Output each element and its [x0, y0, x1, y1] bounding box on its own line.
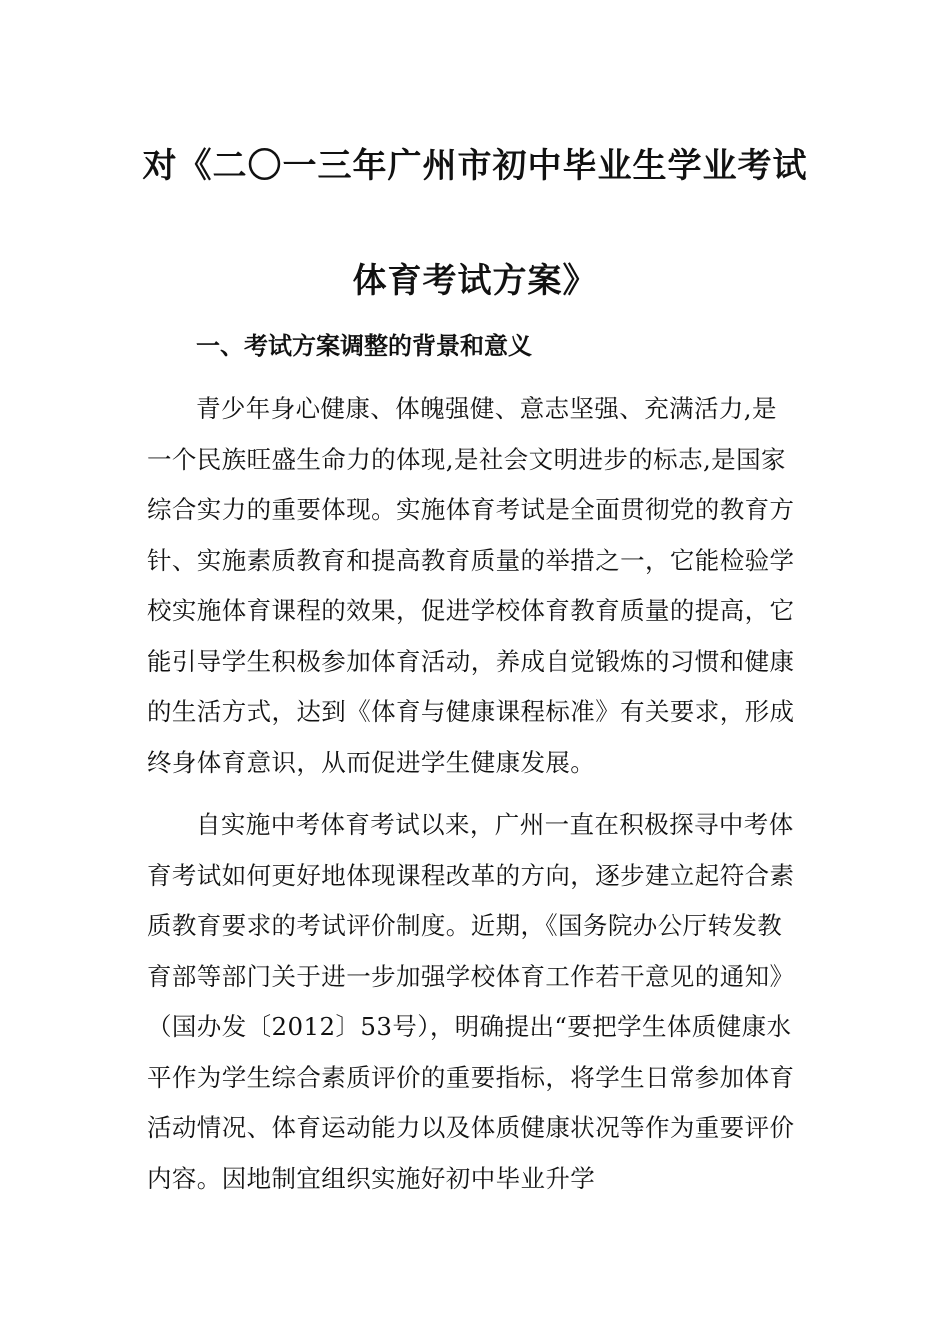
- document-title-continued: 体育考试方案》: [352, 261, 598, 301]
- body-paragraph: 自实施中考体育考试以来，广州一直在积极探寻中考体育考试如何更好地体现课程改革的方向，逐步建立起符合素质教育要求的考试评价制度。近期，《国务院办公厅转发教育部等部门关于进一步加强学校体育工作若干意见的通知》（国办发〔2012〕53号），明确提出“要把学生体质健康水平作为学生综合素质评价的重要指标，将学生日常参加体育活动情况、体育运动能力以及体质健康状况等作为重要评价内容。因地制宜组织实施好初中毕业升学: [147, 810, 795, 1193]
- document-title: 对《二〇一三年广州市初中毕业生学业考试: [142, 146, 808, 186]
- body-paragraph: 青少年身心健康、体魄强健、意志坚强、充满活力,是一个民族旺盛生命力的体现,是社会文明进步的标志,是国家综合实力的重要体现。实施体育考试是全面贯彻党的教育方针、实施素质教育和提高教育质量的举措之一，它能检验学校实施体育课程的效果，促进学校体育教育质量的提高，它能引导学生积极参加体育活动，养成自觉锻炼的习惯和健康的生活方式，达到《体育与健康课程标准》有关要求，形成终身体育意识，从而促进学生健康发展。: [147, 394, 795, 777]
- section-heading: 一、考试方案调整的背景和意义: [196, 332, 532, 360]
